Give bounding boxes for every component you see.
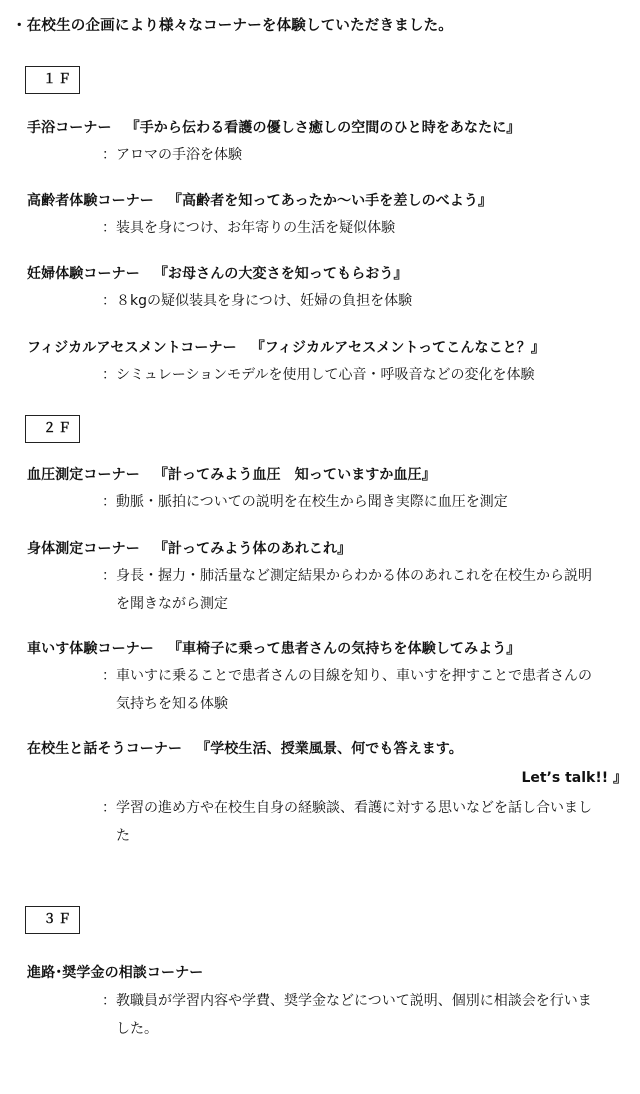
corner-theme: 『計ってみよう血圧 知っていますか血圧』 xyxy=(153,467,436,483)
corner-talk-with-students xyxy=(27,739,627,786)
corner-name: フィジカルアセスメントコーナー xyxy=(27,340,237,356)
corner-description xyxy=(102,141,592,169)
corner-name: 在校生と話そうコーナー xyxy=(27,741,183,757)
corner-name: 身体測定コーナー xyxy=(27,541,140,557)
description-text: 動脈・脈拍についての説明を在校生から聞き実際に血圧を測定 xyxy=(116,494,508,510)
corner-title xyxy=(27,963,627,983)
corner-theme: 『高齢者を知ってあったか～い手を差しのべよう』 xyxy=(167,193,493,209)
colon-mark: ： xyxy=(102,668,116,684)
corner-theme: 『車椅子に乗って患者さんの気持ちを体験してみよう』 xyxy=(167,641,521,657)
corner-description xyxy=(102,488,592,516)
corner-elderly-experience xyxy=(27,191,627,211)
corner-title xyxy=(27,465,627,485)
corner-title xyxy=(27,539,627,559)
corner-name: 血圧測定コーナー xyxy=(27,467,140,483)
description-text: 身長・握力・肺活量など測定結果からわかる体のあれこれを在校生から説明を聞きながら測定 xyxy=(116,568,592,612)
description-text: ８kgの疑似装具を身につけ、妊婦の負担を体験 xyxy=(116,293,413,309)
floor-label-2f: ２Ｆ xyxy=(25,415,80,443)
description-text: 装具を身につけ、お年寄りの生活を疑似体験 xyxy=(116,220,396,236)
colon-mark: ： xyxy=(102,800,116,816)
colon-mark: ： xyxy=(102,367,116,383)
corner-description xyxy=(102,662,592,718)
description-text: 教職員が学習内容や学費、奨学金などについて説明、個別に相談会を行いました。 xyxy=(116,993,592,1037)
corner-title xyxy=(27,639,627,659)
description-text: アロマの手浴を体験 xyxy=(116,147,242,163)
corner-description xyxy=(102,562,592,618)
colon-mark: ： xyxy=(102,494,116,510)
corner-description xyxy=(102,987,592,1043)
description-text: 学習の進め方や在校生自身の経験談、看護に対する思いなどを話し合いました xyxy=(116,800,592,844)
corner-title xyxy=(27,739,627,759)
corner-name: 進路･奨学金の相談コーナー xyxy=(27,965,204,981)
corner-theme: 『お母さんの大変さを知ってもらおう』 xyxy=(153,266,408,282)
corner-name: 手浴コーナー xyxy=(27,120,112,136)
corner-description xyxy=(102,361,592,389)
corner-title xyxy=(27,118,627,138)
colon-mark: ： xyxy=(102,993,116,1009)
corner-description xyxy=(102,794,592,850)
colon-mark: ： xyxy=(102,147,116,163)
corner-title xyxy=(27,338,627,358)
corner-theme: 『手から伝わる看護の優しさ癒しの空間のひと時をあなたに』 xyxy=(125,120,521,136)
corner-name: 妊婦体験コーナー xyxy=(27,266,140,282)
corner-name: 車いす体験コーナー xyxy=(27,641,154,657)
intro-text: ・在校生の企画により様々なコーナーを体験していただきました。 xyxy=(12,18,453,34)
corner-hand-bath xyxy=(27,118,627,138)
corner-wheelchair xyxy=(27,639,627,659)
corner-title xyxy=(27,264,627,284)
colon-mark: ： xyxy=(102,293,116,309)
corner-body-measurement xyxy=(27,539,627,559)
corner-theme-continuation: Let’s talk!! 』 xyxy=(521,770,627,786)
corner-description xyxy=(102,214,592,242)
colon-mark: ： xyxy=(102,220,116,236)
corner-title xyxy=(27,191,627,211)
description-text: 車いすに乗ることで患者さんの目線を知り、車いすを押すことで患者さんの気持ちを知る体験 xyxy=(116,668,592,712)
colon-mark: ： xyxy=(102,568,116,584)
corner-description xyxy=(102,287,592,315)
corner-pregnancy-experience xyxy=(27,264,627,284)
floor-label-1f: １Ｆ xyxy=(25,66,80,94)
corner-career-scholarship xyxy=(27,963,627,983)
corner-theme: 『学校生活、授業風景、何でも答えます。 xyxy=(196,741,463,757)
corner-name: 高齢者体験コーナー xyxy=(27,193,154,209)
description-text: シミュレーションモデルを使用して心音・呼吸音などの変化を体験 xyxy=(116,367,535,383)
floor-label-3f: ３Ｆ xyxy=(25,906,80,934)
corner-blood-pressure xyxy=(27,465,627,485)
corner-physical-assessment xyxy=(27,338,627,358)
corner-theme: 『フィジカルアセスメントってこんなこと？』 xyxy=(250,340,545,356)
corner-theme: 『計ってみよう体のあれこれ』 xyxy=(153,541,352,557)
